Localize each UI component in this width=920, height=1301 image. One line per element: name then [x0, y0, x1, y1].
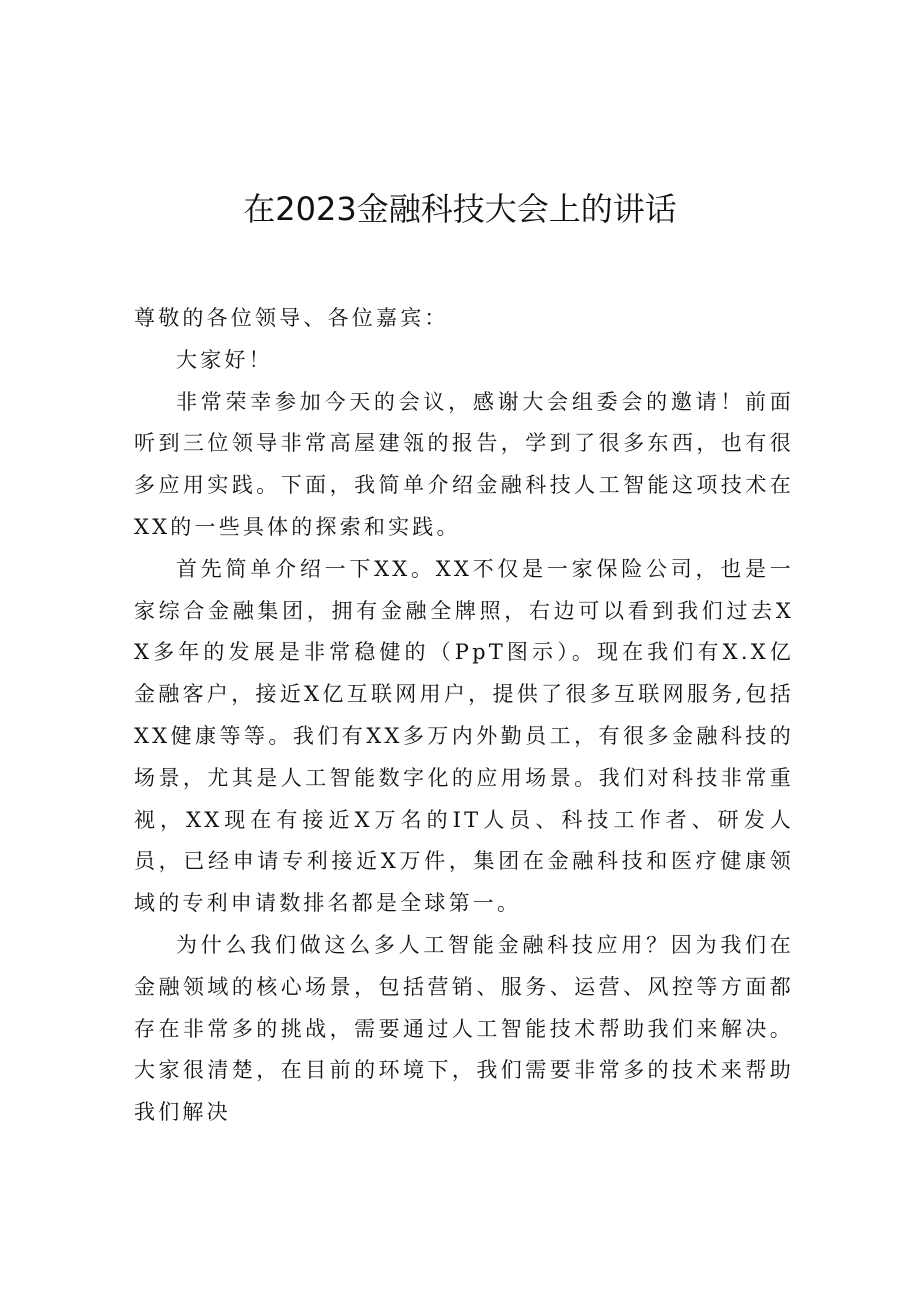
document-title: 在2023金融科技大会上的讲话 [243, 190, 677, 228]
paragraph-company-overview: 首先简单介绍一下XX。XX不仅是一家保险公司，也是一家综合金融集团，拥有金融全牌照，右边可以看到我们过去XX多年的发展是非常稳健的（PpT图示）。现在我们有X.X亿金融客户，接近X亿互联网用户，提供了很多互联网服务,包括XX健康等等。我们有XX多万内外勤员工，有很多金融科技的场景，尤其是人工智能数字化的应用场景。我们对科技非常重视，XX现在有接近X万名的IT人员、科技工作者、研发人员，已经申请专利接近X万件，集团在金融科技和医疗健康领域的专利申请数排名都是全球第一。 [134, 556, 794, 916]
paragraph-why-ai: 为什么我们做这么多人工智能金融科技应用？因为我们在金融领域的核心场景，包括营销、服务、运营、风控等方面都存在非常多的挑战，需要通过人工智能技术帮助我们来解决。大家很清楚，在目前的环境下，我们需要非常多的技术来帮助我们解决 [134, 932, 794, 1125]
paragraph-greeting: 大家好！ [176, 347, 273, 372]
salutation-line: 尊敬的各位领导、各位嘉宾： [134, 306, 449, 330]
document-body [134, 298, 794, 1134]
paragraph-intro: 非常荣幸参加今天的会议，感谢大会组委会的邀请！前面听到三位领导非常高屋建瓴的报告，学到了很多东西，也有很多应用实践。下面，我简单介绍金融科技人工智能这项技术在XX的一些具体的探索和实践。 [134, 389, 794, 539]
